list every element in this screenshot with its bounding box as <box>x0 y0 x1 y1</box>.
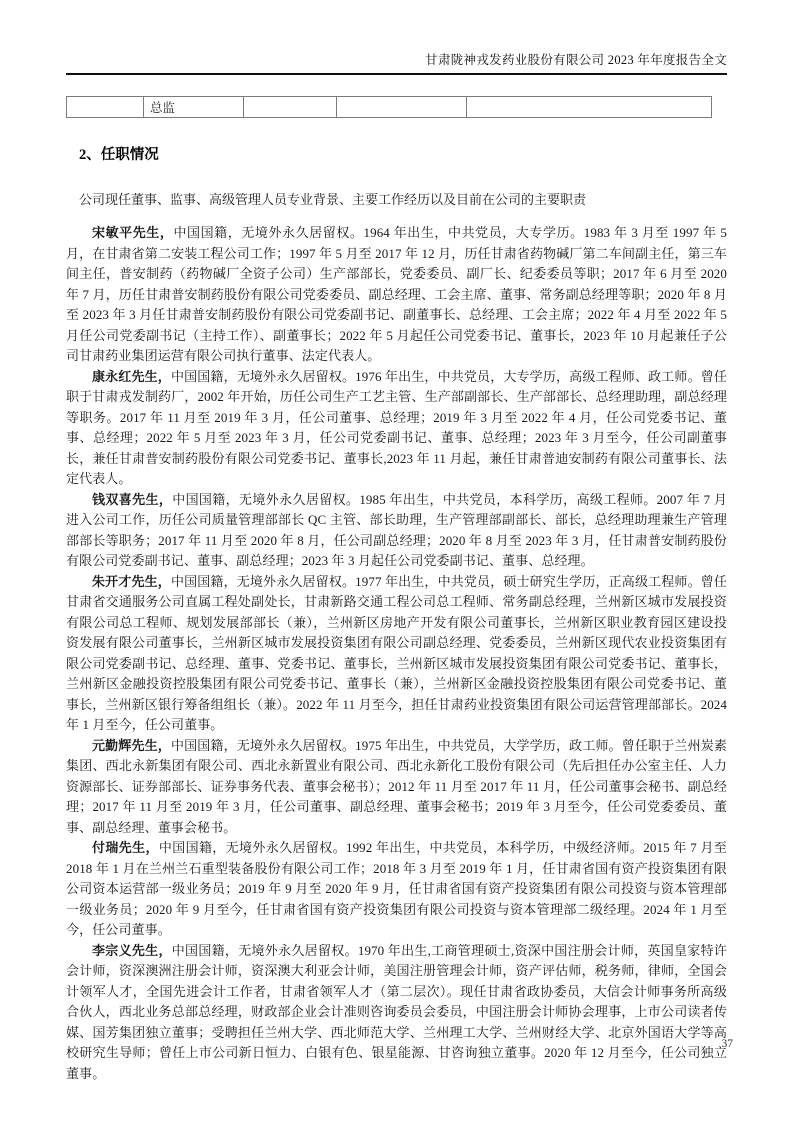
bio-name: 朱开才先生， <box>92 573 171 589</box>
section-heading: 2、任职情况 <box>79 147 159 163</box>
bio-paragraphs <box>66 223 727 1084</box>
bio-text: 中国国籍，无境外永久居留权。1992 年出生，中共党员，本科学历，中级经济师。2015 年 7 月至 2018 年 1 月在兰州兰石重型装备股份有限公司工作；2018 年 3 月至 2019 年 1 月，任甘肃省国有资产投资集团有限公司资本运营部一级业务员；2019 年 9 月至 2020 年 9 月，任甘肃省国有资产投资集团有限公司投资与资本管理部一级业务员；2020 年 9 月至今，任甘肃省国有资产投资集团有限公司投资与资本管理部二级经理。2024 年 1 月至今，任公司董事。 <box>66 840 727 937</box>
bio-paragraph-yuanqinhui <box>66 736 727 839</box>
bio-text: 中国国籍，无境外永久居留权。1976 年出生，中共党员，大专学历，高级工程师、政工师。曾任职于甘肃戎发制药厂，2002 年开始，历任公司生产工艺主管、生产部副部长、生产部部长、总经理助理，副总经理等职务。2017 年 11 月至 2019 年 3 月，任公司董事、总经理；2019 年 3 月至 2022 年 4 月，任公司党委书记、董事、总经理；2022 年 5 月至 2023 年 3 月，任公司党委副书记、董事、总经理；2023 年 3 月至今，任公司副董事长，兼任甘肃普安制药股份有限公司党委书记、董事长,2023 年 11 月起，兼任甘肃普迪安制药有限公司董事长、法定代表人。 <box>66 368 727 486</box>
bio-text: 中国国籍，无境外永久居留权。1977 年出生，中共党员，硕士研究生学历，正高级工程师。曾任甘肃省交通服务公司直属工程处副处长，甘肃新路交通工程公司总工程师、常务副总经理，兰州新区城市发展投资有限公司总工程师、规划发展部部长（兼），兰州新区房地产开发有限公司董事长，兰州新区职业教育园区建设投资发展有限公司董事长，兰州新区城市发展投资集团有限公司副总经理、党委委员，兰州新区现代农业投资集团有限公司党委副书记、总经理、董事、党委书记、董事长，兰州新区城市发展投资集团有限公司党委书记、董事长，兰州新区金融投资控股集团有限公司党委书记、董事长（兼），兰州新区金融投资控股集团有限公司党委书记、董事长，兰州新区银行筹备组组长（兼）。2022 年 11 月至今，担任甘肃药业投资集团有限公司运营管理部部长。2024 年 1 月至今，任公司董事。 <box>66 573 727 732</box>
bio-paragraph-qianshuangxi <box>66 490 727 572</box>
bio-paragraph-songminping <box>66 223 727 367</box>
bio-text: 中国国籍，无境外永久居留权。1964 年出生，中共党员，大专学历。1983 年 3 月至 1997 年 5 月，在甘肃省第二安装工程公司工作；1997 年 5 月至 2017 年 12 月，历任甘肃省药物碱厂第二车间副主任，第三车间主任，普安制药（药物碱厂全资子公司）生产部部长，党委委员、副厂长、纪委委员等职；2017 年 6 月至 2020 年 7 月，历任甘肃普安制药股份有限公司党委委员、副总经理、工会主席、董事、常务副总经理等职；2020 年 8 月至 2023 年 3 月任甘肃普安制药股份有限公司党委副书记、副董事长、总经理、工会主席；2022 年 4 月至 2022 年 5 月任公司党委副书记（主持工作）、副董事长；2022 年 5 月起任公司党委书记、董事长，2023 年 10 月起兼任子公司甘肃药业集团运营有限公司执行董事、法定代表人。 <box>66 225 728 363</box>
table-row <box>67 97 712 118</box>
bio-paragraph-kangyonghong <box>66 367 727 490</box>
page-number: 37 <box>721 1038 733 1050</box>
position-table-fragment <box>66 96 712 118</box>
bio-name: 宋敏平先生， <box>92 225 174 240</box>
bio-name: 李宗义先生， <box>92 942 172 958</box>
bio-paragraph-lizongyi <box>66 941 727 1085</box>
bio-name: 钱双喜先生， <box>92 491 173 507</box>
table-cell-empty-4 <box>467 97 712 118</box>
table-cell-empty-3 <box>337 97 467 118</box>
bio-text: 中国国籍，无境外永久居留权。1970 年出生,工商管理硕士,资深中国注册会计师，英国皇家特许会计师，资深澳洲注册会计师，资深澳大利亚会计师，美国注册管理会计师，资产评估师，税务师，律师，全国会计领军人才，全国先进会计工作者，甘肃省领军人才（第二层次）。现任甘肃省政协委员，大信会计师事务所高级合伙人，西北业务总部总经理，财政部企业会计准则咨询委员会委员，中国注册会计师协会理事，上市公司读者传媒、国芳集团独立董事；受聘担任兰州大学、西北师范大学、兰州理工大学、兰州财经大学、北京外国语大学等高校研究生导师；曾任上市公司新日恒力、白银有色、银星能源、甘咨询独立董事。2020 年 12 月至今，任公司独立董事。 <box>66 942 727 1081</box>
table-cell-position: 总监 <box>144 97 244 118</box>
document-header <box>66 50 727 75</box>
section-intro: 公司现任董事、监事、高级管理人员专业背景、主要工作经历以及目前在公司的主要职责 <box>79 192 587 207</box>
bio-text: 中国国籍，无境外永久居留权。1985 年出生，中共党员，本科学历，高级工程师。2007 年 7 月进入公司工作，历任公司质量管理部部长 QC 主管、部长助理，生产管理部副部长、部长，总经理助理兼生产管理部部长等职务；2017 年 11 月至 2020 年 8 月，任公司副总经理；2020 年 8 月至 2023 年 3 月，任甘肃普安制药股份有限公司党委副书记、董事、副总经理；2023 年 3 月起任公司党委副书记、董事、总经理。 <box>66 491 727 568</box>
table-cell-empty-1 <box>67 97 144 118</box>
bio-paragraph-zhukaicai <box>66 572 727 736</box>
bio-name: 元勤辉先生， <box>92 737 171 753</box>
bio-text: 中国国籍，无境外永久居留权。1975 年出生，中共党员，大学学历，政工师。曾任职于兰州炭素集团、西北永新集团有限公司、西北永新置业有限公司、西北永新化工股份有限公司（先后担任办公室主任、人力资源部长、证券部部长、证券事务代表、董事会秘书）；2012 年 11 月至 2017 年 11 月，任公司董事会秘书、副总经理；2017 年 11 月至 2019 年 3 月，任公司董事、副总经理、董事会秘书；2019 年 3 月至今，任公司党委委员、董事、副总经理、董事会秘书。 <box>66 737 727 835</box>
table-cell-empty-2 <box>244 97 337 118</box>
bio-name: 康永红先生， <box>92 368 171 384</box>
bio-paragraph-furui <box>66 838 727 941</box>
report-title: 甘肃陇神戎发药业股份有限公司 2023 年年度报告全文 <box>425 53 727 67</box>
bio-name: 付瑞先生， <box>92 840 159 855</box>
